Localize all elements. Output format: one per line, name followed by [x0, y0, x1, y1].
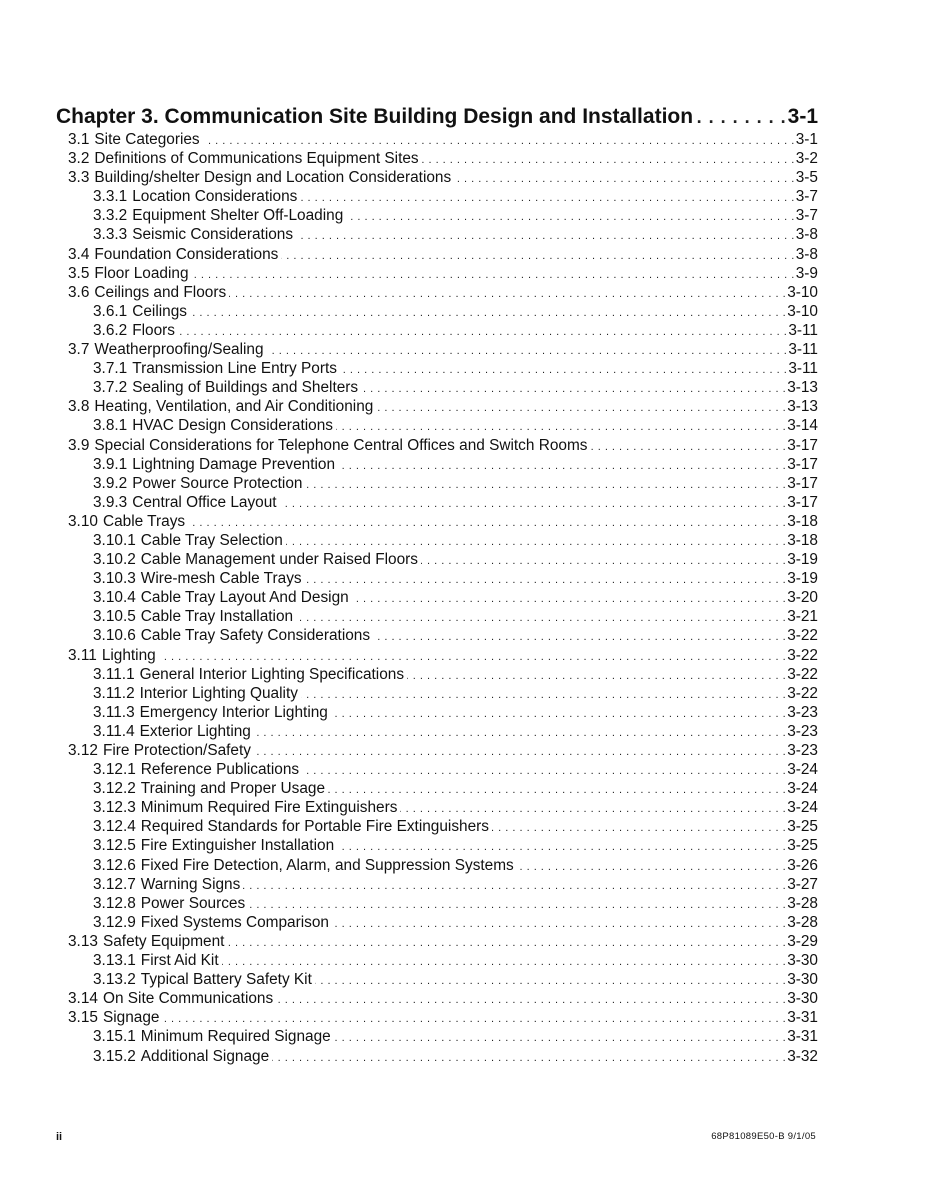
toc-entry[interactable] — [56, 493, 818, 512]
toc-entry[interactable] — [56, 703, 818, 722]
toc-entry[interactable] — [56, 550, 818, 569]
toc-entry-text: Typical Battery Safety Kit — [140, 971, 312, 989]
footer-page-label: ii — [56, 1131, 63, 1143]
dot-leader — [454, 170, 795, 189]
toc-entry-page-number: 3-17 — [787, 493, 818, 511]
toc-entry[interactable] — [56, 359, 818, 378]
toc-entry-text: Power Sources — [140, 894, 246, 912]
toc-entry[interactable] — [56, 245, 818, 264]
toc-entry-page-number: 3-2 — [795, 150, 818, 168]
toc-entry-text: Additional Signage — [140, 1047, 270, 1065]
toc-entry-number: 3.4 — [68, 245, 90, 263]
toc-entry-text: Fixed Systems Comparison — [140, 913, 329, 931]
toc-entry-page-number: 3-25 — [787, 818, 818, 836]
toc-entry[interactable] — [56, 206, 818, 225]
toc-entry-page-number: 3-13 — [787, 379, 818, 397]
toc-entry-title — [93, 378, 361, 397]
toc-entry-title — [93, 302, 190, 321]
toc-entry-page-number: 3-22 — [787, 684, 818, 702]
toc-entry-title — [93, 836, 337, 855]
toc-entry-page-number: 3-19 — [787, 570, 818, 588]
toc-entry[interactable] — [56, 1008, 818, 1027]
toc-entry[interactable] — [56, 149, 818, 168]
toc-entry-number: 3.13 — [68, 932, 98, 950]
toc-entry-page-number: 3-31 — [787, 1009, 818, 1027]
toc-entry[interactable] — [56, 321, 818, 340]
dot-leader — [331, 705, 786, 724]
dot-leader — [305, 476, 786, 495]
toc-entry[interactable] — [56, 1047, 818, 1066]
toc-entry[interactable] — [56, 665, 818, 684]
chapter-title: Chapter 3. Communication Site Building Design and Installation — [56, 105, 694, 128]
toc-entry-number: 3.8.1 — [93, 417, 128, 435]
toc-entry-title — [68, 512, 188, 531]
dot-leader — [492, 819, 786, 838]
toc-entry-number: 3.12.8 — [93, 894, 136, 912]
toc-entry-page-number: 3-23 — [787, 742, 818, 759]
toc-entry[interactable] — [56, 989, 818, 1008]
toc-entry-title — [93, 359, 340, 378]
toc-entry[interactable] — [56, 722, 818, 741]
toc-entry-number: 3.11.2 — [93, 684, 135, 702]
toc-entry-page-number: 3-30 — [787, 952, 818, 970]
toc-entry-title — [93, 703, 331, 722]
toc-entry-number: 3.12.5 — [93, 837, 136, 855]
toc-entry-title — [93, 760, 302, 779]
toc-entry-text: Central Office Layout — [132, 493, 277, 511]
toc-entry-page-number: 3-21 — [787, 608, 818, 626]
dot-leader — [192, 266, 795, 285]
dot-leader — [352, 590, 786, 609]
toc-entry-text: Exterior Lighting — [139, 722, 251, 740]
toc-entry-number: 3.3.3 — [93, 226, 128, 244]
dot-leader — [254, 724, 786, 743]
toc-entry-title — [93, 817, 492, 836]
toc-entry-text: Cable Tray Safety Considerations — [140, 627, 371, 645]
toc-entry-text: Equipment Shelter Off-Loading — [132, 207, 344, 225]
toc-entry-page-number: 3-5 — [795, 169, 818, 187]
toc-entry-number: 3.6.2 — [93, 321, 128, 339]
toc-entry-title — [68, 130, 203, 149]
toc-entry-title — [68, 932, 227, 951]
toc-entry-title — [93, 531, 286, 550]
toc-entry[interactable] — [56, 741, 818, 760]
toc-entry-number: 3.10.6 — [93, 627, 136, 645]
toc-entry-text: Location Considerations — [132, 188, 298, 206]
toc-entry-number: 3.13.2 — [93, 971, 136, 989]
toc-entry-text: Cable Tray Layout And Design — [140, 589, 349, 607]
toc-entry-number: 3.12.2 — [93, 780, 136, 798]
toc-entry-text: Seismic Considerations — [132, 226, 294, 244]
toc-entry[interactable] — [56, 283, 818, 302]
toc-entry-number: 3.10.3 — [93, 570, 136, 588]
toc-entry[interactable] — [56, 187, 818, 206]
toc-entry-title — [93, 455, 338, 474]
toc-entry-text: First Aid Kit — [140, 952, 219, 970]
toc-entry-number: 3.8 — [68, 398, 90, 416]
toc-entry[interactable] — [56, 378, 818, 397]
toc-entry[interactable] — [56, 588, 818, 607]
toc-entry-title — [68, 283, 229, 302]
toc-entry-text: Definitions of Communications Equipment Sites — [94, 150, 419, 168]
toc-entry-text: Minimum Required Signage — [140, 1028, 331, 1046]
toc-entry-page-number: 3-28 — [787, 913, 818, 931]
toc-entry-text: Power Source Protection — [132, 474, 303, 492]
toc-entry-number: 3.12.3 — [93, 799, 136, 817]
toc-entry-number: 3.11.4 — [93, 722, 135, 740]
toc-entry[interactable] — [56, 264, 818, 283]
toc-entry-page-number: 3-11 — [788, 360, 818, 378]
toc-entry-text: On Site Communications — [102, 990, 274, 1008]
toc-entry-text: Minimum Required Fire Extinguishers — [140, 799, 398, 817]
toc-entry[interactable] — [56, 436, 818, 455]
toc-entry[interactable] — [56, 340, 818, 359]
toc-entry[interactable] — [56, 646, 818, 665]
toc-entry[interactable] — [56, 817, 818, 836]
toc-entry-number: 3.10.1 — [93, 531, 136, 549]
toc-entry-page-number: 3-19 — [787, 551, 818, 569]
toc-entry[interactable] — [56, 1027, 818, 1046]
toc-entry-title — [93, 856, 517, 875]
toc-entry[interactable] — [56, 836, 818, 855]
dot-leader — [178, 323, 787, 342]
toc-entry-title — [68, 149, 422, 168]
toc-entry-title — [93, 798, 400, 817]
toc-entry-number: 3.7 — [68, 341, 90, 359]
toc-entry-page-number: 3-23 — [787, 703, 818, 721]
dot-leader — [315, 972, 786, 991]
toc-entry-number: 3.2 — [68, 150, 90, 168]
toc-entry-text: Building/shelter Design and Location Considerations — [94, 169, 452, 187]
toc-entry-page-number: 3-30 — [787, 971, 818, 989]
toc-entry-text: Signage — [102, 1009, 160, 1027]
toc-entry-page-number: 3-26 — [787, 856, 818, 874]
toc-entry-title — [93, 684, 301, 703]
toc-entry-page-number: 3-7 — [795, 207, 818, 225]
toc-entry[interactable] — [56, 856, 818, 875]
toc-entry-number: 3.12.7 — [93, 875, 136, 893]
toc-entry-title — [68, 741, 254, 760]
toc-entry-page-number: 3-27 — [787, 875, 818, 893]
toc-entry[interactable] — [56, 512, 818, 531]
toc-entry-text: Cable Tray Selection — [140, 531, 283, 549]
toc-entry-number: 3.11 — [68, 646, 97, 664]
toc-entry-title — [93, 550, 421, 569]
dot-leader — [267, 342, 788, 361]
toc-chapter-heading[interactable] — [56, 103, 818, 130]
toc-entry-text: Sealing of Buildings and Shelters — [132, 379, 359, 397]
toc-entry-title — [93, 321, 178, 340]
toc-entry-page-number: 3-17 — [787, 436, 818, 454]
toc-entry-text: Site Categories — [94, 131, 200, 148]
toc-entry-title — [93, 206, 346, 225]
toc-entry-title — [93, 894, 248, 913]
toc-entry-text: Wire-mesh Cable Trays — [140, 570, 302, 588]
toc-entry-page-number: 3-14 — [787, 417, 818, 435]
toc-entry-title — [93, 913, 332, 932]
toc-entry-text: Fire Protection/Safety — [102, 742, 251, 759]
toc-entry-title — [93, 416, 336, 435]
toc-entry[interactable] — [56, 531, 818, 550]
dot-leader — [517, 858, 786, 877]
dot-leader — [301, 686, 786, 705]
toc-entry[interactable] — [56, 798, 818, 817]
toc-entry-number: 3.14 — [68, 990, 98, 1008]
toc-entry-number: 3.12.4 — [93, 818, 136, 836]
toc-entry-title — [93, 722, 254, 741]
toc-entry-number: 3.9.3 — [93, 493, 128, 511]
toc-entry-page-number: 3-7 — [795, 188, 818, 206]
toc-entry-text: Training and Proper Usage — [140, 780, 326, 798]
toc-entry-title — [93, 493, 280, 512]
toc-entry-number: 3.3 — [68, 169, 90, 187]
toc-entry-page-number: 3-9 — [795, 264, 818, 282]
dot-leader — [305, 571, 787, 590]
toc-entry-page-number: 3-1 — [795, 131, 818, 148]
toc-entry-text: Floors — [132, 321, 175, 339]
dot-leader — [376, 399, 786, 418]
toc-entry-number: 3.12.6 — [93, 856, 136, 874]
table-of-contents — [56, 103, 818, 1066]
toc-entry-page-number: 3-18 — [787, 512, 818, 530]
toc-entry[interactable] — [56, 416, 818, 435]
toc-entry-title — [93, 951, 222, 970]
dot-leader — [276, 991, 786, 1010]
toc-entry-text: Cable Management under Raised Floors — [140, 551, 418, 569]
toc-entry-title — [93, 474, 305, 493]
toc-entry-title — [93, 626, 373, 645]
toc-entry-page-number: 3-30 — [787, 990, 818, 1008]
chapter-page-number: 3-1 — [787, 105, 818, 128]
dot-leader — [334, 1029, 786, 1048]
toc-entry-text: Required Standards for Portable Fire Extinguishers — [140, 818, 489, 836]
toc-entry-number: 3.13.1 — [93, 952, 136, 970]
toc-entry-page-number: 3-22 — [787, 665, 818, 683]
toc-entry[interactable] — [56, 302, 818, 321]
toc-entry-number: 3.11.3 — [93, 703, 135, 721]
toc-entry-number: 3.15.2 — [93, 1047, 136, 1065]
toc-entry-number: 3.10.2 — [93, 551, 136, 569]
dot-leader — [254, 743, 786, 762]
toc-entry-title — [93, 225, 296, 244]
dot-leader — [190, 304, 786, 323]
toc-entry-number: 3.10 — [68, 512, 98, 530]
toc-entry-text: HVAC Design Considerations — [132, 417, 333, 435]
toc-entry[interactable] — [56, 932, 818, 951]
toc-entry-title — [93, 665, 407, 684]
toc-entry-page-number: 3-17 — [787, 474, 818, 492]
toc-entry-title — [68, 245, 281, 264]
toc-entry-number: 3.9 — [68, 436, 90, 454]
dot-leader — [229, 285, 786, 304]
dot-leader — [590, 438, 786, 457]
dot-leader — [346, 208, 794, 227]
dot-leader — [407, 667, 786, 686]
toc-entry-number: 3.12.9 — [93, 913, 136, 931]
dot-leader — [300, 189, 794, 208]
toc-entry-number: 3.6.1 — [93, 302, 128, 320]
toc-entry-text: Interior Lighting Quality — [139, 684, 298, 702]
toc-entry-title — [93, 187, 300, 206]
toc-entry[interactable] — [56, 894, 818, 913]
toc-entry-text: Transmission Line Entry Ports — [132, 360, 337, 378]
toc-entry-number: 3.6 — [68, 283, 90, 301]
toc-entry[interactable] — [56, 569, 818, 588]
toc-entry-number: 3.7.1 — [93, 360, 128, 378]
toc-entry[interactable] — [56, 397, 818, 416]
toc-entry-page-number: 3-32 — [787, 1047, 818, 1065]
toc-entry-list — [56, 130, 818, 1066]
footer-document-id: 68P81089E50-B 9/1/05 — [711, 1131, 816, 1142]
toc-entry-number: 3.11.1 — [93, 665, 135, 683]
toc-entry-text: Lightning Damage Prevention — [132, 455, 336, 473]
toc-entry-text: Cable Trays — [102, 512, 186, 530]
toc-entry-title — [93, 1047, 272, 1066]
toc-entry-title — [93, 970, 315, 989]
dot-leader — [243, 877, 786, 896]
toc-entry-title — [68, 436, 590, 455]
toc-entry-title — [68, 1008, 162, 1027]
toc-entry-text: Weatherproofing/Sealing — [94, 341, 264, 359]
toc-entry-text: Fixed Fire Detection, Alarm, and Suppression Systems — [140, 856, 514, 874]
toc-entry[interactable] — [56, 455, 818, 474]
toc-entry-page-number: 3-29 — [787, 932, 818, 950]
toc-entry-text: Cable Tray Installation — [140, 608, 294, 626]
dot-leader — [340, 361, 787, 380]
toc-entry-title — [68, 340, 267, 359]
toc-entry-title — [68, 168, 454, 187]
toc-entry[interactable] — [56, 607, 818, 626]
toc-entry-page-number: 3-28 — [787, 894, 818, 912]
toc-entry-title — [68, 646, 159, 665]
toc-entry[interactable] — [56, 626, 818, 645]
toc-entry-text: Heating, Ventilation, and Air Conditioning — [94, 398, 374, 416]
toc-entry-number: 3.9.2 — [93, 474, 128, 492]
toc-entry-number: 3.3.2 — [93, 207, 128, 225]
toc-entry-page-number: 3-22 — [787, 627, 818, 645]
toc-entry-page-number: 3-8 — [795, 226, 818, 244]
dot-leader — [422, 151, 795, 170]
toc-entry-text: Floor Loading — [94, 264, 189, 282]
toc-entry[interactable] — [56, 168, 818, 187]
toc-entry-text: Lighting — [101, 646, 156, 664]
toc-entry-number: 3.15.1 — [93, 1028, 136, 1046]
toc-entry-number: 3.10.5 — [93, 608, 136, 626]
toc-entry-page-number: 3-13 — [787, 398, 818, 416]
toc-entry-text: General Interior Lighting Specifications — [139, 665, 405, 683]
toc-entry-page-number: 3-10 — [787, 283, 818, 301]
dot-leader — [281, 247, 794, 266]
dot-leader — [361, 380, 786, 399]
dot-leader — [332, 915, 786, 934]
toc-entry-title — [93, 569, 305, 588]
toc-entry-page-number: 3-20 — [787, 589, 818, 607]
toc-entry-number: 3.9.1 — [93, 455, 128, 473]
toc-entry[interactable] — [56, 913, 818, 932]
toc-entry-title — [68, 397, 376, 416]
toc-entry[interactable] — [56, 474, 818, 493]
toc-entry-title — [93, 607, 296, 626]
toc-entry[interactable] — [56, 225, 818, 244]
toc-entry-number: 3.12 — [68, 742, 98, 759]
toc-entry-page-number: 3-11 — [788, 341, 818, 359]
toc-entry[interactable] — [56, 951, 818, 970]
toc-entry-page-number: 3-23 — [787, 722, 818, 740]
toc-entry-text: Safety Equipment — [102, 932, 225, 950]
toc-entry[interactable] — [56, 875, 818, 894]
toc-entry-text: Foundation Considerations — [94, 245, 279, 263]
toc-entry-page-number: 3-8 — [795, 245, 818, 263]
toc-entry-number: 3.10.4 — [93, 589, 136, 607]
dot-leader — [373, 628, 786, 647]
toc-entry-page-number: 3-24 — [787, 761, 818, 779]
dot-leader — [338, 457, 786, 476]
dot-leader — [272, 1049, 786, 1068]
dot-leader — [421, 552, 786, 571]
toc-entry-number: 3.15 — [68, 1009, 98, 1027]
toc-entry-page-number: 3-22 — [787, 646, 818, 664]
toc-entry-page-number: 3-10 — [787, 302, 818, 320]
dot-leader — [227, 934, 786, 953]
dot-leader — [696, 104, 787, 131]
toc-entry[interactable] — [56, 130, 818, 149]
dot-leader — [296, 227, 795, 246]
toc-entry[interactable] — [56, 684, 818, 703]
toc-entry-page-number: 3-24 — [787, 799, 818, 817]
toc-entry-number: 3.5 — [68, 264, 90, 282]
toc-entry-page-number: 3-17 — [787, 455, 818, 473]
toc-entry-page-number: 3-11 — [788, 321, 818, 339]
toc-entry-number: 3.7.2 — [93, 379, 128, 397]
toc-entry-title — [68, 989, 276, 1008]
toc-entry-text: Emergency Interior Lighting — [139, 703, 328, 721]
toc-entry-title — [93, 588, 352, 607]
toc-entry-number: 3.12.1 — [93, 761, 136, 779]
toc-entry-title — [93, 1027, 334, 1046]
toc-entry[interactable] — [56, 970, 818, 989]
toc-entry[interactable] — [56, 760, 818, 779]
toc-entry-text: Special Considerations for Telephone Central Offices and Switch Rooms — [94, 436, 588, 454]
toc-entry-page-number: 3-31 — [787, 1028, 818, 1046]
toc-entry-text: Warning Signs — [140, 875, 241, 893]
toc-entry[interactable] — [56, 779, 818, 798]
toc-entry-page-number: 3-25 — [787, 837, 818, 855]
toc-entry-text: Reference Publications — [140, 761, 300, 779]
toc-entry-text: Ceilings — [132, 302, 187, 320]
toc-entry-text: Fire Extinguisher Installation — [140, 837, 335, 855]
toc-entry-page-number: 3-18 — [787, 531, 818, 549]
toc-entry-text: Ceilings and Floors — [94, 283, 227, 301]
toc-entry-title — [93, 875, 243, 894]
toc-entry-title — [93, 779, 328, 798]
toc-entry-number: 3.3.1 — [93, 188, 128, 206]
toc-entry-page-number: 3-24 — [787, 780, 818, 798]
toc-entry-number: 3.1 — [68, 131, 90, 148]
toc-entry-title — [68, 264, 192, 283]
dot-leader — [280, 495, 787, 514]
dot-leader — [302, 762, 786, 781]
